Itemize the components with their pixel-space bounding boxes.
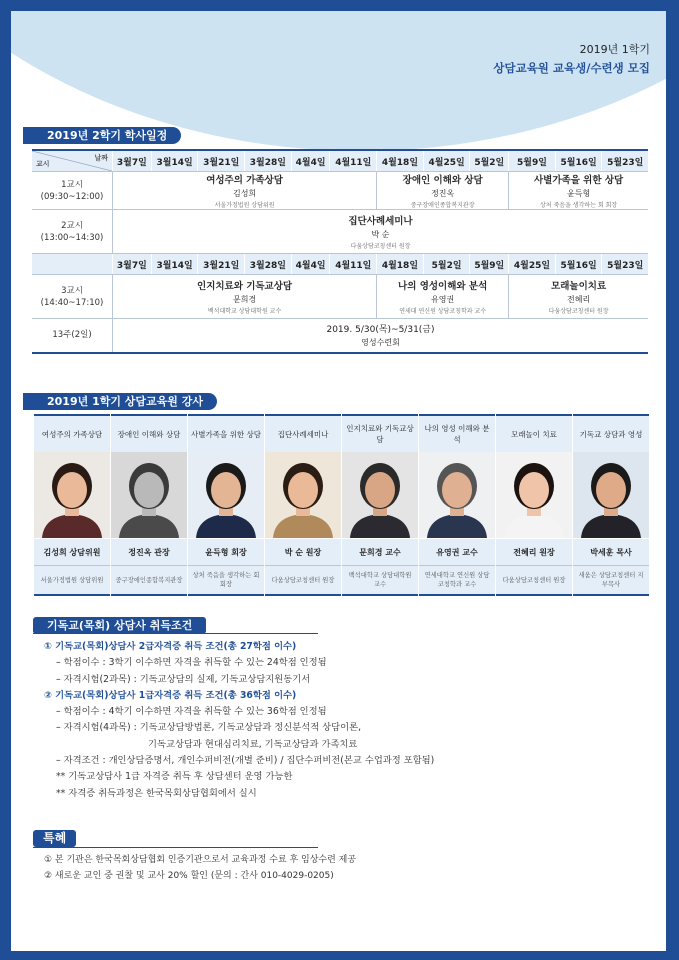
date-cell: 5월23일 [602,254,648,275]
cert-2-item: – 학점이수 : 3학기 이수하면 자격을 취득할 수 있는 24학점 인정됨 [56,657,327,669]
lecturer-photo [342,452,418,538]
portrait-face [57,472,87,508]
date-cell: 5월23일 [602,150,648,172]
lecturer-course: 집단사례세미나 [265,414,341,452]
date-cell: 3월28일 [245,150,292,172]
date-cell: 4월4일 [291,254,330,275]
date-cell: 4월25일 [509,254,556,275]
portrait-face [288,472,318,508]
date-cell: 4월4일 [291,150,330,172]
portrait-face [365,472,395,508]
lecturer-card [573,414,649,596]
date-cell: 3월14일 [151,150,198,172]
cert-1-title: ② 기독교(목회)상담사 1급자격증 취득 조건(총 36학점 이수) [44,689,297,701]
cert-1-item-continued: 기독교상담과 현대심리치료, 기독교상담과 가족치료 [148,738,358,750]
date-cell: 3월7일 [113,150,152,172]
portrait-face [596,472,626,508]
lecturer-name: 전혜리 원장 [496,538,572,565]
note-item: ** 자격증 취득과정은 한국목회상담협회에서 실시 [56,787,257,799]
week-13-label: 13주(2일) [32,319,113,353]
lecturer-name: 박세훈 목사 [573,538,649,565]
lecturer-name: 정진옥 관장 [111,538,187,565]
lecturer-course: 모래놀이 치료 [496,414,572,452]
lecturer-course: 사별가족을 위한 상담 [188,414,264,452]
cert-2-item: – 자격시험(2과목) : 기독교상담의 실제, 기독교상담지원동기서 [56,673,311,685]
portrait-image [496,452,572,538]
course-cell: 사별가족을 위한 상담 윤득형 상처 죽음을 생각하는 회 회장 [509,172,648,210]
lecturer-card [111,414,188,596]
special-item: ② 새로운 교인 중 권찰 및 교사 20% 할인 (문의 : 간사 010-4029-0205) [44,871,334,881]
lecturer-desc: 다움상담코칭센터 원장 [496,565,572,596]
lecturers-title: 2019년 1학기 상담교육원 강사 [23,393,217,410]
lecturer-course: 나의 영성 이해와 분석 [419,414,495,452]
period-1-row [32,172,648,210]
date-cell: 5월16일 [555,150,602,172]
lecturer-photo [419,452,495,538]
page-sheet [11,11,666,951]
date-cell: 4월18일 [377,254,424,275]
date-cell: 3월21일 [198,150,245,172]
lecturer-course: 인지치료와 기독교상담 [342,414,418,452]
portrait-image [188,452,264,538]
date-cell: 4월18일 [377,150,424,172]
corner-period-label: 교시 [36,160,50,168]
date-cell: 5월2일 [470,150,509,172]
lecturer-photo [265,452,341,538]
lecturer-photo [34,452,110,538]
lecturer-desc: 서울가정법원 상담위원 [34,565,110,596]
date-cell: 3월21일 [198,254,245,275]
period-3-row [32,275,648,319]
portrait-image [342,452,418,538]
corner-cell [32,150,113,172]
schedule-title: 2019년 2학기 학사일정 [23,127,181,144]
corner-date-label: 날짜 [94,154,108,162]
special-title: 특혜 [33,830,76,847]
lecturer-name: 문희경 교수 [342,538,418,565]
date-cell: 3월7일 [113,254,152,275]
course-cell: 여성주의 가족상담 김성희 서울가정법원 상담위원 [113,172,377,210]
portrait-face [134,472,164,508]
conditions-underline [33,633,318,634]
lecturer-course: 여성주의 가족상담 [34,414,110,452]
portrait-image [111,452,187,538]
lecturer-desc: 새움은 상담코칭센터 지부목사 [573,565,649,596]
conditions-body [44,639,434,802]
special-item: ① 본 기관은 한국목회상담협회 인증기관으로서 교육과정 수료 후 임상수련 제공 [44,855,357,865]
lecturer-card [419,414,496,596]
course-cell: 장애인 이해와 상담 정진옥 중구장애인종합복지관장 [377,172,509,210]
special-body [44,852,356,884]
cert-1-item: – 학점이수 : 4학기 이수하면 자격을 취득할 수 있는 36학점 인정됨 [56,706,327,718]
period-1-label: 1교시 (09:30~12:00) [32,172,113,210]
lecturer-card [496,414,573,596]
date-cell: 4월25일 [423,150,470,172]
note-item: ** 기독교상담사 1급 자격증 취득 후 상담센터 운영 가능한 [56,771,293,783]
date-cell: 5월16일 [555,254,602,275]
lecturer-desc: 연세대학교 연신원 상담코칭학과 교수 [419,565,495,596]
period-2-label: 2교시 (13:00~14:30) [32,210,113,254]
retreat-cell: 2019. 5/30(목)~5/31(금) 영성수련회 [113,319,649,353]
lecturer-name: 윤득형 회장 [188,538,264,565]
lecturer-photo [496,452,572,538]
date-cell: 5월2일 [423,254,470,275]
lecturer-name: 김성희 상담위원 [34,538,110,565]
cert-1-item: – 자격시험(4과목) : 기독교상담방법론, 기독교상담과 정신분석적 상담이론, [56,722,362,734]
date-cell: 4월11일 [330,150,377,172]
header-semester: 2019년 1학기 [579,43,650,56]
period-2-row [32,210,648,254]
lecturer-desc: 다움상담코칭센터 원장 [265,565,341,596]
schedule-table [32,149,648,354]
lecturer-desc: 상처 죽음을 생각하는 회 회장 [188,565,264,596]
lecturer-desc: 백석대학교 상담대학원 교수 [342,565,418,596]
lecturer-name: 박 순 원장 [265,538,341,565]
lecturer-course: 장애인 이해와 상담 [111,414,187,452]
portrait-face [211,472,241,508]
conditions-title: 기독교(목회) 상담사 취득조건 [33,617,206,634]
period-3-label: 3교시 (14:40~17:10) [32,275,113,319]
lecturer-photo [111,452,187,538]
date-cell: 5월9일 [470,254,509,275]
lecturer-card [34,414,111,596]
portrait-image [419,452,495,538]
week-13-row [32,319,648,353]
portrait-image [265,452,341,538]
course-cell: 나의 영성이해와 분석 유영권 연세대 연신원 상담코칭학과 교수 [377,275,509,319]
special-underline [33,847,318,848]
header [493,41,650,76]
course-cell: 집단사례세미나 박 순 다움상담코칭센터 원장 [113,210,649,254]
cert-1-item: – 자격조건 : 개인상담증명서, 개인수퍼비전(개별 준비) / 집단수퍼비전(본교 수업과정 포함됨) [56,755,435,767]
lecturer-photo [188,452,264,538]
lecturer-course: 기독교 상담과 영성 [573,414,649,452]
course-cell: 인지치료와 기독교상담 문희경 백석대학교 상담대학원 교수 [113,275,377,319]
date-cell: 5월9일 [509,150,556,172]
lecturer-photo [573,452,649,538]
lecturer-card [342,414,419,596]
lecturer-card [188,414,265,596]
portrait-image [573,452,649,538]
date-cell: 3월14일 [151,254,198,275]
lecturer-desc: 중구장애인종합복지관장 [111,565,187,596]
cert-2-title: ① 기독교(목회)상담사 2급자격증 취득 조건(총 27학점 이수) [44,641,297,652]
portrait-image [34,452,110,538]
lecturer-card [265,414,342,596]
course-cell: 모래놀이치료 전혜리 다움상담코칭센터 원장 [509,275,648,319]
header-title: 상담교육원 교육생/수련생 모집 [493,61,650,75]
date-cell: 4월11일 [330,254,377,275]
portrait-face [442,472,472,508]
date-cell: 3월28일 [245,254,292,275]
lecturer-name: 유영권 교수 [419,538,495,565]
blank-header-cell [32,254,113,275]
portrait-face [519,472,549,508]
lecturers-grid [34,414,648,596]
